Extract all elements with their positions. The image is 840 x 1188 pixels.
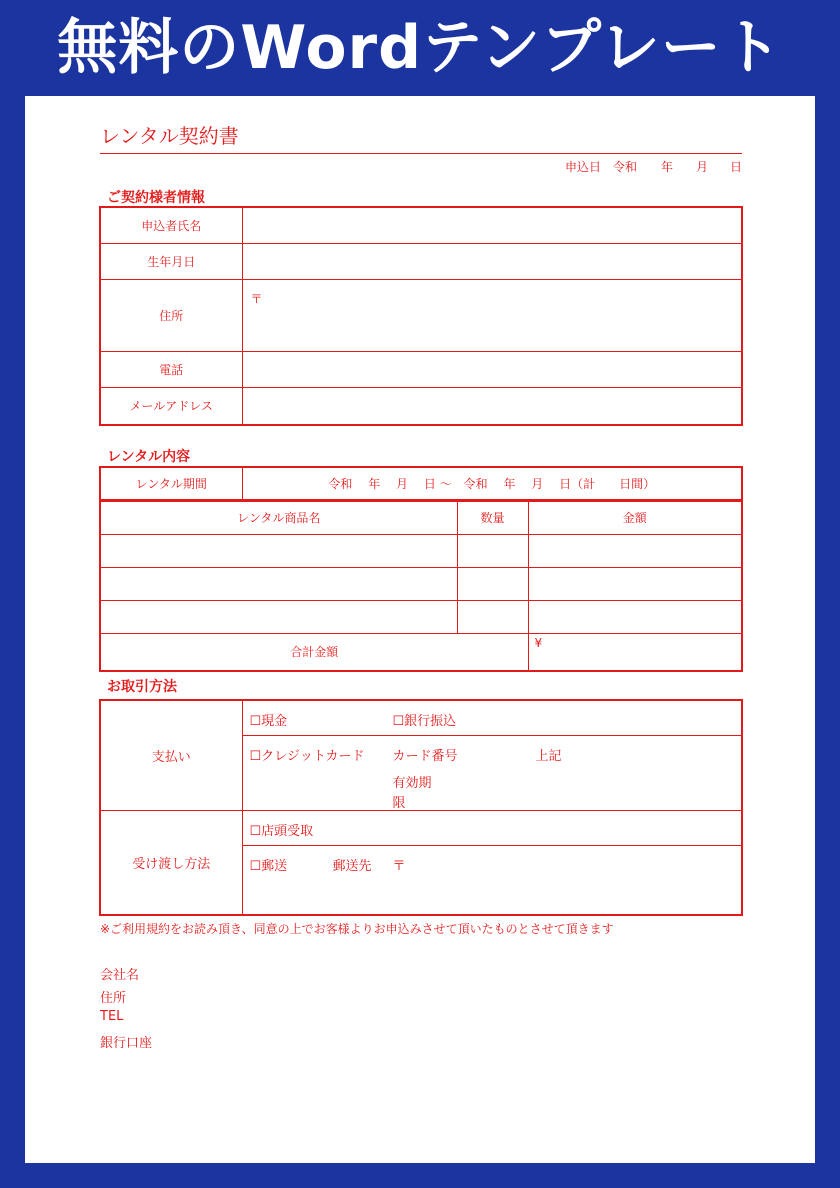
- title-divider: [100, 153, 742, 154]
- mail-checkbox[interactable]: ☐郵送: [249, 858, 288, 874]
- cash-checkbox[interactable]: ☐現金: [249, 714, 288, 729]
- store-pickup-checkbox[interactable]: ☐店頭受取: [249, 823, 314, 839]
- application-date-month: 月: [696, 160, 709, 174]
- quantity-cell[interactable]: [457, 567, 528, 600]
- product-cell[interactable]: [100, 567, 457, 600]
- table-row: [100, 207, 742, 243]
- customer-table: [99, 206, 743, 426]
- address-field[interactable]: 〒: [242, 279, 742, 351]
- application-date-label: 申込日: [565, 160, 602, 174]
- phone-field[interactable]: [242, 351, 742, 387]
- quantity-cell[interactable]: [457, 534, 528, 567]
- above-label: 上記: [535, 748, 562, 764]
- table-row: [100, 534, 742, 567]
- total-row: [100, 633, 742, 671]
- name-label: 申込者氏名: [100, 207, 242, 243]
- name-field[interactable]: [242, 207, 742, 243]
- table-row: [100, 700, 742, 735]
- table-row: [100, 600, 742, 633]
- phone-label: 電話: [100, 351, 242, 387]
- table-row: [100, 810, 742, 845]
- application-date-year: 年: [661, 160, 674, 174]
- table-row: [100, 243, 742, 279]
- postal-mark: 〒: [392, 858, 406, 874]
- table-header-row: [100, 501, 742, 534]
- total-value[interactable]: ¥: [528, 633, 742, 671]
- terms-note: ※ご利用規約をお読み頂き、同意の上でお客様よりお申込みさせて頂いたものとさせて頂きます: [100, 922, 614, 936]
- document-title: レンタル契約書: [100, 124, 239, 148]
- payment-label: 支払い: [100, 700, 242, 810]
- delivery-options-row1: [242, 810, 742, 845]
- expiry-label-line1: 有効期: [392, 775, 432, 791]
- transaction-table: [99, 699, 743, 916]
- credit-card-checkbox[interactable]: ☐クレジットカード: [249, 748, 365, 764]
- rental-period-table: [99, 466, 743, 501]
- amount-cell[interactable]: [528, 567, 742, 600]
- table-row: [100, 351, 742, 387]
- amount-cell[interactable]: [528, 534, 742, 567]
- product-cell[interactable]: [100, 600, 457, 633]
- total-label: 合計金額: [100, 633, 528, 671]
- quantity-cell[interactable]: [457, 600, 528, 633]
- payment-options-row1: [242, 700, 742, 735]
- banner-title: 無料のWordテンプレート: [57, 13, 783, 83]
- amount-cell[interactable]: [528, 600, 742, 633]
- application-date-era: 令和: [613, 160, 638, 174]
- birthdate-label: 生年月日: [100, 243, 242, 279]
- mail-destination-label: 郵送先: [332, 858, 372, 874]
- rental-period-field[interactable]: 令和 年 月 日 ～ 令和 年 月 日（計 日間）: [242, 467, 742, 500]
- column-header-quantity: 数量: [457, 501, 528, 534]
- delivery-options-row2: [242, 845, 742, 915]
- footer-tel: TEL: [100, 1009, 124, 1024]
- footer-bank-account: 銀行口座: [100, 1036, 153, 1051]
- product-cell[interactable]: [100, 534, 457, 567]
- rental-period-label: レンタル期間: [100, 467, 242, 500]
- address-label: 住所: [100, 279, 242, 351]
- customer-heading: ご契約様者情報: [107, 190, 205, 206]
- email-label: メールアドレス: [100, 387, 242, 425]
- birthdate-field[interactable]: [242, 243, 742, 279]
- delivery-label: 受け渡し方法: [100, 810, 242, 915]
- card-number-label: カード番号: [392, 748, 458, 764]
- bank-transfer-checkbox[interactable]: ☐銀行振込: [392, 714, 457, 729]
- table-row: [100, 567, 742, 600]
- contract-paper: [25, 96, 815, 1163]
- rental-heading: レンタル内容: [107, 449, 191, 465]
- footer-address: 住所: [100, 991, 127, 1006]
- rental-items-table: [99, 500, 743, 672]
- table-row: [100, 387, 742, 425]
- footer-company: 会社名: [100, 968, 140, 983]
- payment-options-row2: [242, 735, 742, 810]
- table-row: [100, 467, 742, 500]
- column-header-product: レンタル商品名: [100, 501, 457, 534]
- transaction-heading: お取引方法: [107, 679, 177, 695]
- expiry-label-line2: 限: [392, 795, 406, 811]
- table-row: [100, 279, 742, 351]
- application-date-day: 日: [730, 160, 743, 174]
- column-header-amount: 金額: [528, 501, 742, 534]
- email-field[interactable]: [242, 387, 742, 425]
